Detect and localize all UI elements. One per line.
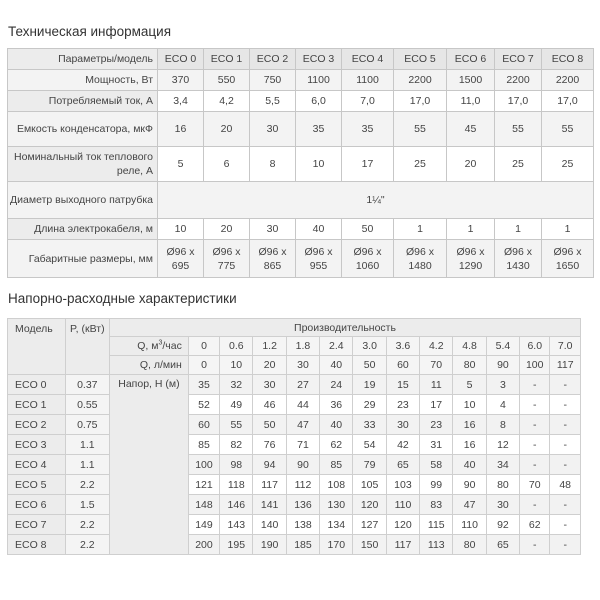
flow-head-value: 65 bbox=[486, 535, 519, 555]
tech-cell: 1500 bbox=[447, 70, 495, 91]
tech-cell: 1 bbox=[394, 219, 447, 240]
flow-head-value: 11 bbox=[420, 375, 453, 395]
tech-cell: 550 bbox=[204, 70, 250, 91]
flow-q-lmin-value: 10 bbox=[220, 356, 253, 375]
tech-cell: 10 bbox=[158, 219, 204, 240]
flow-head-value: 52 bbox=[188, 395, 219, 415]
tech-cell: 30 bbox=[250, 112, 296, 147]
tech-row-label: Номинальный ток теплового реле, А bbox=[8, 147, 158, 182]
flow-head-value: - bbox=[550, 455, 581, 475]
flow-model-name: ECO 5 bbox=[8, 475, 66, 495]
flow-head-value: 115 bbox=[420, 515, 453, 535]
tech-cell: 25 bbox=[542, 147, 594, 182]
flow-model-row bbox=[8, 495, 581, 515]
flow-head-value: 110 bbox=[453, 515, 486, 535]
flow-head-value: 65 bbox=[386, 455, 419, 475]
tech-cell: 11,0 bbox=[447, 91, 495, 112]
flow-head-value: - bbox=[550, 535, 581, 555]
flow-head-value: 71 bbox=[286, 435, 319, 455]
tech-cell: 30 bbox=[250, 219, 296, 240]
flow-head-value: 5 bbox=[453, 375, 486, 395]
flow-model-name: ECO 4 bbox=[8, 455, 66, 475]
flow-q-lmin-value: 70 bbox=[420, 356, 453, 375]
flow-head-value: 110 bbox=[386, 495, 419, 515]
tech-cell: 25 bbox=[495, 147, 542, 182]
flow-head-value: 16 bbox=[453, 435, 486, 455]
flow-head-value: 48 bbox=[550, 475, 581, 495]
flow-head-value: 47 bbox=[286, 415, 319, 435]
flow-head-value: 136 bbox=[286, 495, 319, 515]
tech-header-row bbox=[8, 49, 594, 70]
flow-head-value: 105 bbox=[353, 475, 386, 495]
tech-row-label: Длина электрокабеля, м bbox=[8, 219, 158, 240]
tech-cell: 17,0 bbox=[542, 91, 594, 112]
flow-head-value: 130 bbox=[320, 495, 353, 515]
tech-cell: Ø96 x 955 bbox=[296, 240, 342, 278]
flow-head-value: 60 bbox=[188, 415, 219, 435]
flow-head-value: 85 bbox=[320, 455, 353, 475]
flow-q-lmin-value: 100 bbox=[520, 356, 550, 375]
flow-head-value: 200 bbox=[188, 535, 219, 555]
flow-head-value: 195 bbox=[220, 535, 253, 555]
flow-col-power: P, (кВт) bbox=[65, 319, 109, 375]
flow-model-power: 2.2 bbox=[65, 515, 109, 535]
flow-head-value: 46 bbox=[253, 395, 286, 415]
flow-head-value: 49 bbox=[220, 395, 253, 415]
flow-q-m3-label-suffix: /час bbox=[162, 340, 182, 352]
tech-cell: Ø96 x 695 bbox=[158, 240, 204, 278]
tech-cell: 55 bbox=[542, 112, 594, 147]
flow-model-name: ECO 3 bbox=[8, 435, 66, 455]
tech-model-header: ECO 3 bbox=[296, 49, 342, 70]
flow-head-value: 3 bbox=[486, 375, 519, 395]
flow-head-value: 12 bbox=[486, 435, 519, 455]
flow-head-value: 30 bbox=[253, 375, 286, 395]
flow-model-row bbox=[8, 375, 581, 395]
tech-cell: 50 bbox=[342, 219, 394, 240]
tech-model-header: ECO 4 bbox=[342, 49, 394, 70]
tech-row bbox=[8, 147, 594, 182]
flow-head-value: 33 bbox=[353, 415, 386, 435]
tech-cell: Ø96 x 775 bbox=[204, 240, 250, 278]
flow-head-value: 54 bbox=[353, 435, 386, 455]
flow-head-value: 30 bbox=[486, 495, 519, 515]
flow-head-value: 19 bbox=[353, 375, 386, 395]
flow-q-lmin-value: 50 bbox=[353, 356, 386, 375]
flow-head-value: - bbox=[550, 375, 581, 395]
flow-model-power: 0.55 bbox=[65, 395, 109, 415]
flow-head-value: 170 bbox=[320, 535, 353, 555]
flow-q-lmin-value: 30 bbox=[286, 356, 319, 375]
tech-cell: 1100 bbox=[296, 70, 342, 91]
flow-col-performance: Производительность bbox=[110, 319, 581, 337]
flow-head-value: 40 bbox=[320, 415, 353, 435]
tech-row bbox=[8, 112, 594, 147]
flow-q-m3-value: 1.2 bbox=[253, 337, 286, 356]
flow-head-value: 24 bbox=[320, 375, 353, 395]
flow-model-name: ECO 0 bbox=[8, 375, 66, 395]
tech-cell: 750 bbox=[250, 70, 296, 91]
tech-cell: 1 bbox=[495, 219, 542, 240]
flow-head-value: 29 bbox=[353, 395, 386, 415]
flow-head-value: 148 bbox=[188, 495, 219, 515]
flow-head-value: 42 bbox=[386, 435, 419, 455]
tech-model-header: ECO 0 bbox=[158, 49, 204, 70]
flow-head-value: 34 bbox=[486, 455, 519, 475]
tech-cell: 2200 bbox=[542, 70, 594, 91]
tech-info-table bbox=[7, 48, 594, 278]
flow-head-value: 112 bbox=[286, 475, 319, 495]
tech-cell: 17,0 bbox=[394, 91, 447, 112]
flow-head-value: 134 bbox=[320, 515, 353, 535]
tech-cell: 20 bbox=[204, 219, 250, 240]
flow-head-value: 118 bbox=[220, 475, 253, 495]
tech-row bbox=[8, 219, 594, 240]
flow-head-value: 190 bbox=[253, 535, 286, 555]
tech-model-header: ECO 2 bbox=[250, 49, 296, 70]
flow-head-value: 185 bbox=[286, 535, 319, 555]
tech-cell: 6 bbox=[204, 147, 250, 182]
flow-head-value: - bbox=[550, 415, 581, 435]
flow-head-value: - bbox=[520, 395, 550, 415]
flow-q-m3-value: 6.0 bbox=[520, 337, 550, 356]
tech-cell: 1 bbox=[542, 219, 594, 240]
tech-cell: 5 bbox=[158, 147, 204, 182]
flow-characteristics-title: Напорно-расходные характеристики bbox=[8, 291, 237, 306]
flow-head-value: 138 bbox=[286, 515, 319, 535]
flow-model-name: ECO 6 bbox=[8, 495, 66, 515]
flow-q-lmin-label: Q, л/мин bbox=[110, 356, 189, 375]
flow-head-value: 108 bbox=[320, 475, 353, 495]
flow-model-row bbox=[8, 395, 581, 415]
tech-cell: Ø96 x 1650 bbox=[542, 240, 594, 278]
flow-head-value: 140 bbox=[253, 515, 286, 535]
flow-q-lmin-value: 90 bbox=[486, 356, 519, 375]
flow-q-m3-label bbox=[110, 337, 189, 356]
flow-head-value: 50 bbox=[253, 415, 286, 435]
flow-q-m3-value: 4.2 bbox=[420, 337, 453, 356]
flow-q-lmin-value: 80 bbox=[453, 356, 486, 375]
tech-row-label: Мощность, Вт bbox=[8, 70, 158, 91]
flow-model-row bbox=[8, 475, 581, 495]
flow-head-value: 16 bbox=[453, 415, 486, 435]
flow-q-lmin-value: 117 bbox=[550, 356, 581, 375]
flow-head-value: 31 bbox=[420, 435, 453, 455]
tech-cell: 17 bbox=[342, 147, 394, 182]
flow-head-value: 58 bbox=[420, 455, 453, 475]
flow-head-label: Напор, Н (м) bbox=[110, 375, 189, 555]
flow-model-name: ECO 2 bbox=[8, 415, 66, 435]
flow-model-name: ECO 8 bbox=[8, 535, 66, 555]
flow-head-value: 62 bbox=[520, 515, 550, 535]
flow-head-value: 120 bbox=[353, 495, 386, 515]
flow-head-value: 10 bbox=[453, 395, 486, 415]
flow-col-model: Модель bbox=[8, 319, 66, 375]
tech-row-label: Потребляемый ток, А bbox=[8, 91, 158, 112]
flow-head-value: 30 bbox=[386, 415, 419, 435]
tech-cell: 20 bbox=[204, 112, 250, 147]
flow-q-m3-label-text: Q, м bbox=[137, 340, 159, 352]
tech-cell: 45 bbox=[447, 112, 495, 147]
tech-header-label: Параметры/модель bbox=[8, 49, 158, 70]
flow-head-value: 76 bbox=[253, 435, 286, 455]
tech-model-header: ECO 6 bbox=[447, 49, 495, 70]
flow-q-m3-value: 2.4 bbox=[320, 337, 353, 356]
flow-head-value: 121 bbox=[188, 475, 219, 495]
tech-cell: 1100 bbox=[342, 70, 394, 91]
flow-head-value: 47 bbox=[453, 495, 486, 515]
flow-head-value: 92 bbox=[486, 515, 519, 535]
flow-head-value: - bbox=[520, 375, 550, 395]
tech-cell: 17,0 bbox=[495, 91, 542, 112]
flow-head-value: 127 bbox=[353, 515, 386, 535]
tech-cell: 16 bbox=[158, 112, 204, 147]
flow-head-value: 80 bbox=[486, 475, 519, 495]
flow-head-value: 44 bbox=[286, 395, 319, 415]
tech-row-label: Диаметр выходного патрубка bbox=[8, 182, 158, 219]
flow-model-power: 1.1 bbox=[65, 435, 109, 455]
tech-row-label: Габаритные размеры, мм bbox=[8, 240, 158, 278]
flow-head-value: - bbox=[520, 535, 550, 555]
tech-cell: 6,0 bbox=[296, 91, 342, 112]
flow-head-value: 120 bbox=[386, 515, 419, 535]
flow-head-value: - bbox=[550, 395, 581, 415]
flow-q-lmin-value: 60 bbox=[386, 356, 419, 375]
flow-q-m3-value: 0.6 bbox=[220, 337, 253, 356]
flow-model-name: ECO 7 bbox=[8, 515, 66, 535]
tech-model-header: ECO 5 bbox=[394, 49, 447, 70]
flow-model-row bbox=[8, 415, 581, 435]
flow-head-value: 15 bbox=[386, 375, 419, 395]
flow-model-row bbox=[8, 435, 581, 455]
flow-head-value: 150 bbox=[353, 535, 386, 555]
flow-head-value: 4 bbox=[486, 395, 519, 415]
tech-cell: Ø96 x 1430 bbox=[495, 240, 542, 278]
flow-head-value: - bbox=[550, 495, 581, 515]
tech-cell: Ø96 x 865 bbox=[250, 240, 296, 278]
flow-head-value: - bbox=[550, 515, 581, 535]
flow-header-row bbox=[8, 319, 581, 337]
tech-row-label: Емкость конденсатора, мкФ bbox=[8, 112, 158, 147]
flow-q-lmin-value: 20 bbox=[253, 356, 286, 375]
flow-head-value: 98 bbox=[220, 455, 253, 475]
flow-q-lmin-value: 0 bbox=[188, 356, 219, 375]
flow-head-value: 113 bbox=[420, 535, 453, 555]
tech-cell: 7,0 bbox=[342, 91, 394, 112]
flow-head-value: 27 bbox=[286, 375, 319, 395]
flow-head-value: 149 bbox=[188, 515, 219, 535]
flow-head-value: 141 bbox=[253, 495, 286, 515]
flow-head-value: 117 bbox=[253, 475, 286, 495]
tech-cell: Ø96 x 1060 bbox=[342, 240, 394, 278]
tech-cell: 1 bbox=[447, 219, 495, 240]
flow-head-value: 70 bbox=[520, 475, 550, 495]
tech-cell: 2200 bbox=[495, 70, 542, 91]
flow-model-name: ECO 1 bbox=[8, 395, 66, 415]
tech-cell: 5,5 bbox=[250, 91, 296, 112]
tech-cell: 35 bbox=[296, 112, 342, 147]
flow-head-value: 80 bbox=[453, 535, 486, 555]
tech-cell: 10 bbox=[296, 147, 342, 182]
flow-model-power: 0.75 bbox=[65, 415, 109, 435]
tech-model-header: ECO 8 bbox=[542, 49, 594, 70]
flow-head-value: 55 bbox=[220, 415, 253, 435]
flow-q-m3-value: 1.8 bbox=[286, 337, 319, 356]
tech-info-title: Техническая информация bbox=[8, 24, 172, 39]
tech-row bbox=[8, 240, 594, 278]
flow-q-m3-value: 0 bbox=[188, 337, 219, 356]
flow-head-value: - bbox=[520, 495, 550, 515]
flow-head-value: - bbox=[520, 435, 550, 455]
tech-cell: Ø96 x 1480 bbox=[394, 240, 447, 278]
tech-cell: 8 bbox=[250, 147, 296, 182]
flow-model-power: 1.5 bbox=[65, 495, 109, 515]
tech-cell: 370 bbox=[158, 70, 204, 91]
flow-head-value: 23 bbox=[386, 395, 419, 415]
flow-head-value: - bbox=[520, 455, 550, 475]
tech-cell: 4,2 bbox=[204, 91, 250, 112]
flow-q-m3-value: 7.0 bbox=[550, 337, 581, 356]
flow-model-row bbox=[8, 455, 581, 475]
flow-q-m3-value: 3.0 bbox=[353, 337, 386, 356]
flow-head-value: 17 bbox=[420, 395, 453, 415]
tech-cell: 40 bbox=[296, 219, 342, 240]
flow-q-m3-value: 3.6 bbox=[386, 337, 419, 356]
flow-head-value: 99 bbox=[420, 475, 453, 495]
tech-cell: 25 bbox=[394, 147, 447, 182]
flow-head-value: 23 bbox=[420, 415, 453, 435]
flow-head-value: 90 bbox=[286, 455, 319, 475]
flow-model-power: 0.37 bbox=[65, 375, 109, 395]
flow-head-value: 82 bbox=[220, 435, 253, 455]
tech-row bbox=[8, 182, 594, 219]
tech-merged-value: 1¼" bbox=[158, 182, 594, 219]
flow-head-value: 62 bbox=[320, 435, 353, 455]
flow-q-lmin-value: 40 bbox=[320, 356, 353, 375]
flow-q-m3-value: 5.4 bbox=[486, 337, 519, 356]
flow-model-power: 1.1 bbox=[65, 455, 109, 475]
flow-characteristics-table bbox=[7, 318, 581, 555]
flow-head-value: 100 bbox=[188, 455, 219, 475]
flow-head-value: 83 bbox=[420, 495, 453, 515]
flow-head-value: 36 bbox=[320, 395, 353, 415]
flow-head-value: 85 bbox=[188, 435, 219, 455]
flow-head-value: 103 bbox=[386, 475, 419, 495]
tech-row bbox=[8, 91, 594, 112]
flow-head-value: 90 bbox=[453, 475, 486, 495]
flow-model-row bbox=[8, 535, 581, 555]
flow-head-value: 117 bbox=[386, 535, 419, 555]
flow-model-power: 2.2 bbox=[65, 535, 109, 555]
tech-cell: Ø96 x 1290 bbox=[447, 240, 495, 278]
flow-head-value: 143 bbox=[220, 515, 253, 535]
flow-q-m3-label-sup: 3 bbox=[158, 339, 163, 347]
flow-head-value: 94 bbox=[253, 455, 286, 475]
flow-head-value: 146 bbox=[220, 495, 253, 515]
tech-cell: 3,4 bbox=[158, 91, 204, 112]
tech-model-header: ECO 7 bbox=[495, 49, 542, 70]
flow-head-value: - bbox=[520, 415, 550, 435]
flow-head-value: 32 bbox=[220, 375, 253, 395]
flow-q-m3-value: 4.8 bbox=[453, 337, 486, 356]
tech-cell: 55 bbox=[394, 112, 447, 147]
flow-head-value: - bbox=[550, 435, 581, 455]
tech-cell: 20 bbox=[447, 147, 495, 182]
flow-head-value: 8 bbox=[486, 415, 519, 435]
tech-cell: 55 bbox=[495, 112, 542, 147]
flow-head-value: 40 bbox=[453, 455, 486, 475]
flow-model-power: 2.2 bbox=[65, 475, 109, 495]
flow-head-value: 35 bbox=[188, 375, 219, 395]
tech-cell: 35 bbox=[342, 112, 394, 147]
flow-head-value: 79 bbox=[353, 455, 386, 475]
tech-cell: 2200 bbox=[394, 70, 447, 91]
tech-model-header: ECO 1 bbox=[204, 49, 250, 70]
tech-row bbox=[8, 70, 594, 91]
flow-model-row bbox=[8, 515, 581, 535]
